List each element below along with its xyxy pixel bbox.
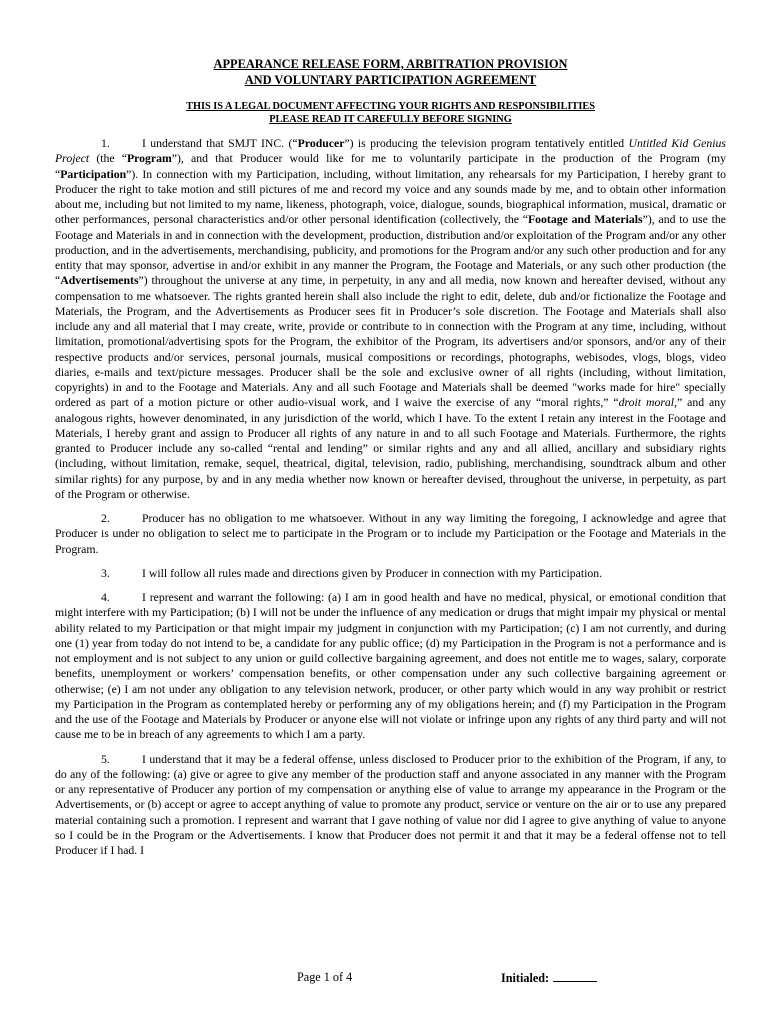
paragraph-text: ”) is producing the television program tentatively entitled	[344, 137, 629, 150]
paragraph-number	[55, 752, 142, 767]
defined-term: Program	[126, 152, 172, 166]
paragraph-text: I will follow all rules made and directions given by Producer in connection with my Participation.	[142, 566, 603, 580]
paragraph-4	[55, 590, 726, 743]
paragraph-5	[55, 752, 726, 859]
italic-text: droit moral	[618, 396, 675, 410]
paragraph-number	[55, 590, 142, 605]
document-title-line-2: AND VOLUNTARY PARTICIPATION AGREEMENT	[244, 73, 537, 87]
paragraph-number-label: 2.	[101, 512, 110, 525]
paragraph-text: ”), and to use the Footage and Materials in and in connection with the development, production, distribution and/or exploitation of the Program and/or any other production, and in the advertisements, merchandising, publicity, and promotions for the Program and/or any such other production and for any entity that may sponsor, advertise in and/or exhibit in any manner the Program, the Footage and Materials, or any such other production (the “	[55, 213, 726, 288]
paragraph-text: I understand that it may be a federal offense, unless disclosed to Producer prior to the exhibition of the Program, if any, to do any of the following: (a) give or agree to give any member of the production staff and anyone associated in any manner with the Program or any representative of Producer any portion of my compensation or anything else of value to arrange my appearance in the Program or the Advertisements, or (b) accept or agree to accept anything of value to promote any product, service or venture on the air or to use any prepared material containing such a promotion. I represent and warrant that I gave nothing of value nor did I agree to give anything of value to anyone so I could be in the Program or the Advertisements. I know that Producer does not permit it and that it may be a federal offense not to tell Producer if I had. I	[55, 752, 726, 857]
paragraph-1	[55, 136, 726, 502]
paragraph-number-label: 1.	[101, 137, 110, 150]
document-title-line-1: APPEARANCE RELEASE FORM, ARBITRATION PROVISION	[213, 57, 568, 71]
paragraph-2	[55, 511, 726, 557]
paragraph-text: ”), and that Producer would like for me to voluntarily participate in the production of the Program (my “	[55, 152, 726, 181]
defined-term: Advertisements	[60, 274, 139, 288]
paragraph-text: (the “	[89, 152, 127, 166]
paragraph-text: ”) throughout the universe at any time, in perpetuity, in any and all media, now known and hereafter devised, without any compensation to me whatsoever. The rights granted herein shall also include the right to edit, delete, dub and/or fictionalize the Footage and Materials, the Program, and the Advertisements as Producer sees fit in Producer’s sole discretion. The Footage and Materials shall also include any and all material that I may create, write, provide or contribute to in connection with the Program at any time, including, without limitation, promotional/advertising spots for the Program, the exhibitor of the Program, its advertisers and/or sponsors, and/or any of their respective products and/or services, personal journals, musical compositions or recordings, photographs, webisodes, vlogs, blogs, video diaries, e-mails and text/picture messages. Producer shall be the sole and exclusive owner of all rights (including, without limitation, copyrights) in and to the Footage and Materials. Any and all such Footage and Materials shall be deemed "works made for hire" specially ordered as part of a motion picture or other audio-visual work, and I waive the exercise of any “moral rights,” “	[55, 274, 726, 410]
paragraph-text: ,” and any analogous rights, however denominated, in any jurisdiction of the world, which I have. To the extent I retain any interest in the Footage and Materials, I hereby grant and assign to Producer all rights of any nature in and to all such Footage and Materials. Furthermore, the rights granted to Producer include any so-called “rental and lending” or similar rights and any and all allied, ancillary and subsidiary rights (including, without limitation, remake, sequel, theatrical, digital, television, radio, publishing, merchandising, soundtrack album and other similar rights) for any purpose, by and in any media whether now known or hereafter devised, throughout the universe, in perpetuity, as part of the Program or otherwise.	[55, 396, 726, 501]
paragraph-text: I understand that SMJT INC. (“	[142, 137, 298, 150]
document-subtitle-line-2: PLEASE READ IT CAREFULLY BEFORE SIGNING	[269, 114, 512, 125]
paragraph-number	[55, 511, 142, 526]
paragraph-number-label: 5.	[101, 752, 110, 766]
document-page	[55, 56, 726, 858]
paragraph-text: I represent and warrant the following: (a) I am in good health and have no medical, physical, or emotional condition that might interfere with my Participation; (b) I will not be under the influence of any medication or drugs that might impair my physical or mental ability related to my Participation or that might impair my judgment in conjunction with my Participation; (c) I am not currently, and during one (1) year from today do not intend to be, a candidate for any public office; (d) my Participation in the Program is not a performance and is not employment and is not subject to any union or guild collective bargaining agreement, and does not entitle me to wages, salary, corporate benefits, unemployment or workers’ compensation benefits, or other compensation under any such collective bargaining agreement or otherwise; (e) I am not under any obligation to any television network, producer, or other party which would in any way prohibit or restrict my Participation in the Program as contemplated hereby or performing any of my obligations herein; and (f) my Participation in the Program and the use of the Footage and Materials by Producer or anyone else will not violate or infringe upon any rights of any third party and will not cause me to be in breach of any agreements to which I am a party.	[55, 591, 726, 742]
initials-blank-line	[553, 970, 597, 982]
paragraph-text: ”). In connection with my Participation, including, without limitation, any rehearsals for my Participation, I hereby grant to Producer the right to take motion and still pictures of me and record my voice and any sounds made by me, and to obtain other information about me, including but not limited to my name, likeness, photograph, voice, dialogue, sounds, biographical information, musical, dramatic or other performances, personal characteristics and/or other personal identification (collectively, the “	[55, 167, 726, 227]
paragraph-number	[55, 566, 142, 581]
page-number: Page 1 of 4	[297, 970, 353, 984]
document-subtitle-line-1: THIS IS A LEGAL DOCUMENT AFFECTING YOUR RIGHTS AND RESPONSIBILITIES	[186, 101, 595, 112]
paragraph-number-label: 3.	[101, 566, 110, 580]
paragraph-number	[55, 136, 142, 151]
paragraph-text: Producer has no obligation to me whatsoever. Without in any way limiting the foregoing, I acknowledge and agree that Producer is under no obligation to select me to participate in the Program or to include my Participation or the Footage and Materials in the Program.	[55, 512, 726, 556]
paragraph-3	[55, 566, 726, 581]
defined-term: Participation	[60, 167, 127, 181]
defined-term: Producer	[297, 137, 345, 150]
page-footer	[0, 970, 770, 990]
defined-term: Footage and Materials	[528, 213, 643, 227]
italic-text: Untitled Kid Genius Project	[55, 137, 726, 166]
initialed-label: Initialed:	[501, 971, 550, 985]
initialed-field	[501, 970, 597, 986]
paragraph-number-label: 4.	[101, 591, 110, 604]
paragraph-list	[55, 136, 726, 858]
